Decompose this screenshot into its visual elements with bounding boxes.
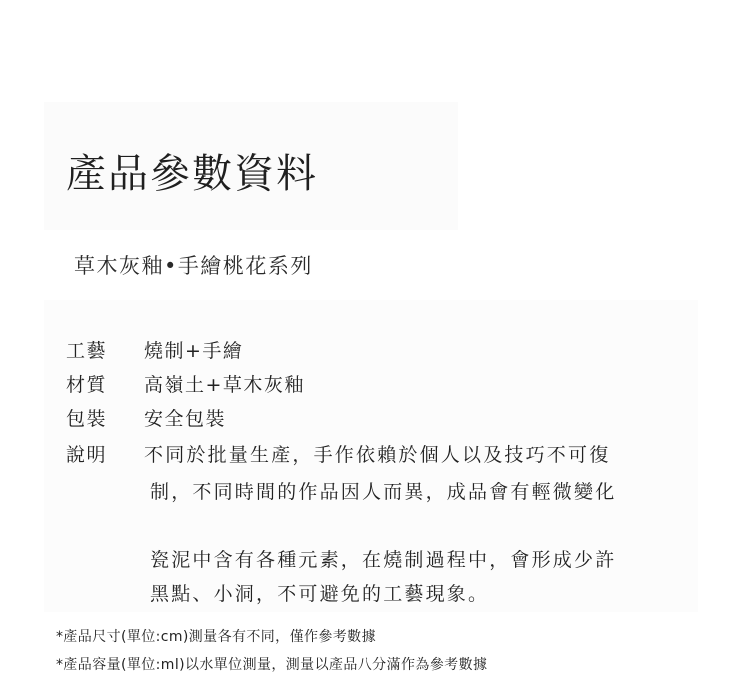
description-label <box>66 440 107 470</box>
spec-row-craft <box>66 336 243 366</box>
product-series-subtitle: 草木灰釉•手繪桃花系列 <box>74 254 313 278</box>
spec-label: 說明 <box>66 444 108 466</box>
spec-label: 工藝 <box>66 340 108 362</box>
spec-value: 高嶺土+草木灰釉 <box>144 374 305 396</box>
spec-value: 安全包裝 <box>144 408 227 430</box>
spec-label: 材質 <box>66 374 108 396</box>
description-line: 不同於批量生產，手作依賴於個人以及技巧不可復 <box>144 444 611 466</box>
spec-row-material <box>66 370 305 400</box>
spec-row-packaging <box>66 404 226 434</box>
description-line: 黑點、小洞，不可避免的工藝現象。 <box>150 583 490 605</box>
footnote-size: *產品尺寸(單位:cm)測量各有不同，僅作參考數據 <box>56 629 376 645</box>
description-line: 制，不同時間的作品因人而異，成品會有輕微變化 <box>150 481 617 503</box>
description-line: 瓷泥中含有各種元素，在燒制過程中，會形成少許 <box>150 549 617 571</box>
spec-label: 包裝 <box>66 408 108 430</box>
spec-value: 燒制+手繪 <box>144 340 244 362</box>
footnote-capacity: *產品容量(單位:ml)以水單位測量，測量以產品八分滿作為參考數據 <box>56 657 488 673</box>
page-title: 產品參數資料 <box>66 151 318 197</box>
